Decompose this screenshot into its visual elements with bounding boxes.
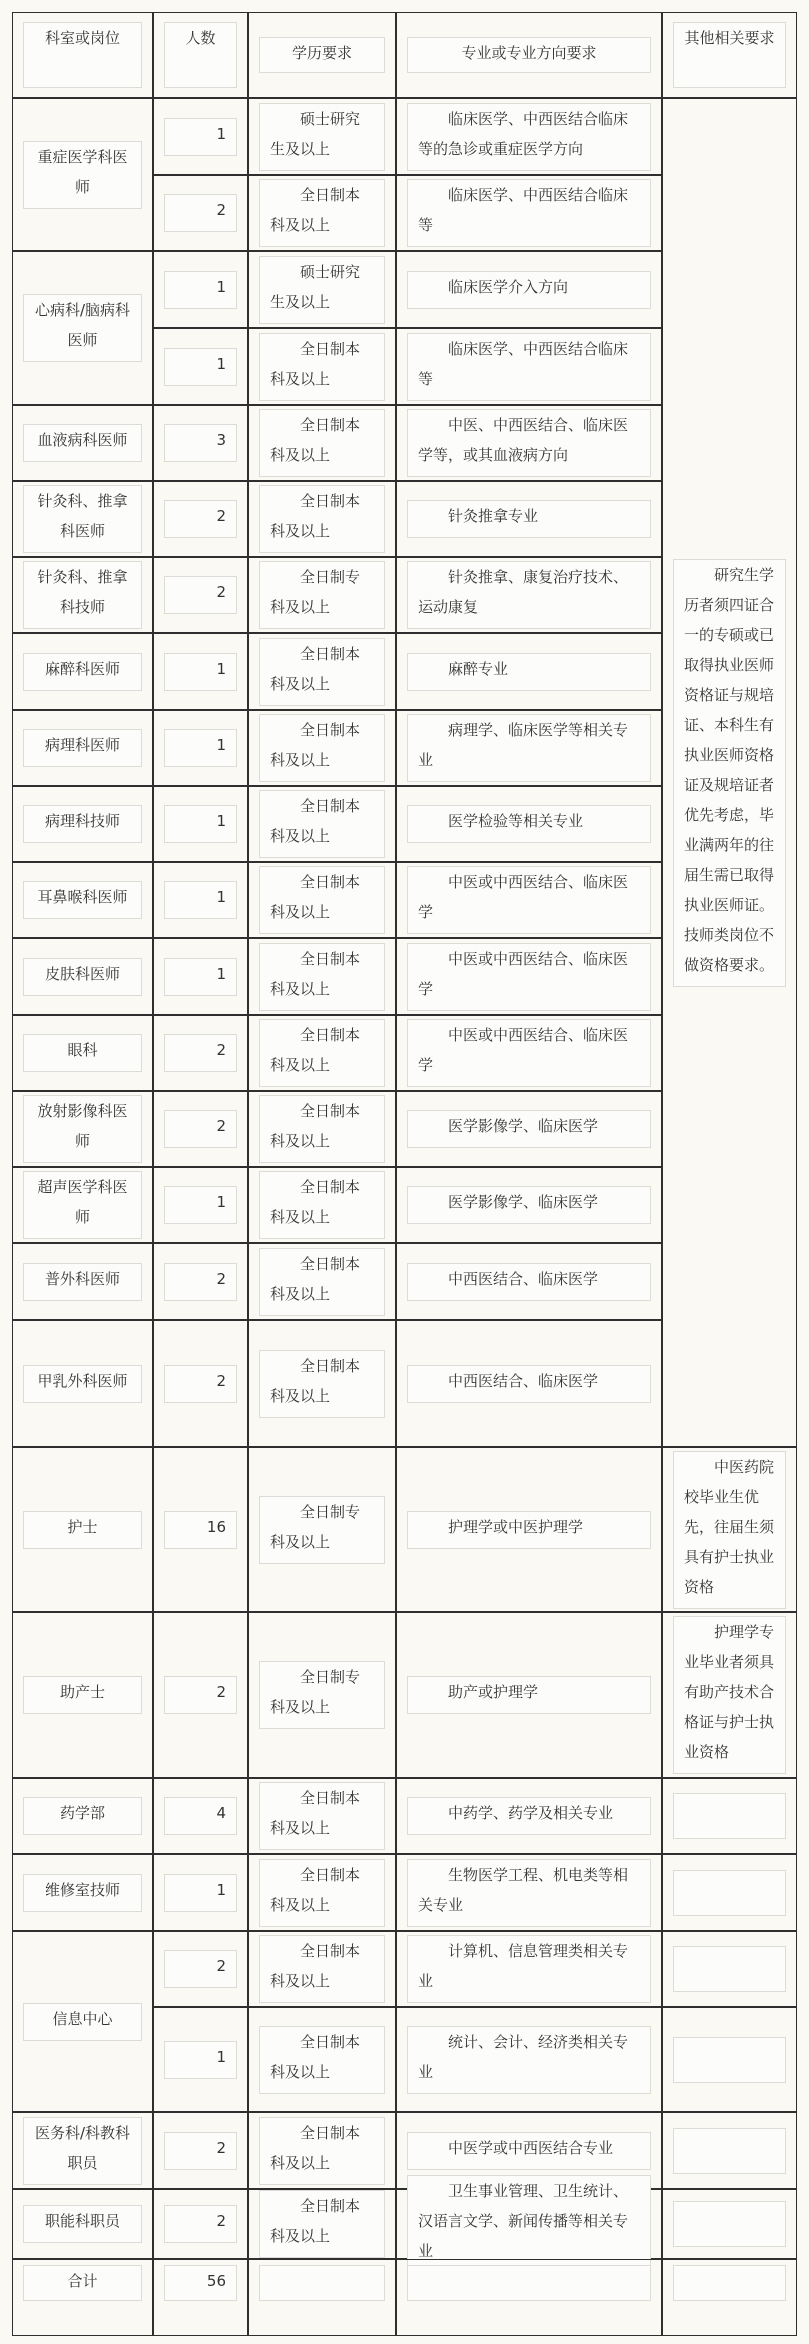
row-count-value: 2 (164, 1110, 237, 1148)
row-major-value: 生物医学工程、机电类等相关专业 (407, 1859, 651, 1927)
row-count-value: 1 (164, 729, 237, 767)
row-count-value: 2 (164, 1365, 237, 1403)
row-major-value: 中医学或中西医结合专业 (407, 2132, 651, 2170)
row-edu-value: 全日制本科及以上 (259, 1095, 385, 1163)
row-major-value: 中医或中西医结合、临床医学 (407, 866, 651, 934)
row-major-value: 针灸推拿、康复治疗技术、运动康复 (407, 561, 651, 629)
row-dept-label: 医务科/科教科职员 (23, 2117, 142, 2185)
row-dept-label: 心病科/脑病科医师 (23, 294, 142, 362)
row-dept-label: 耳鼻喉科医师 (23, 881, 142, 919)
row-major-value: 医学影像学、临床医学 (407, 1110, 651, 1148)
row-dept-label: 普外科医师 (23, 1263, 142, 1301)
row-edu-value: 全日制本科及以上 (259, 179, 385, 247)
row-edu-value: 全日制本科及以上 (259, 714, 385, 782)
row-count-value: 1 (164, 653, 237, 691)
row-dept-label: 麻醉科医师 (23, 653, 142, 691)
header-dept-label: 科室或岗位 (23, 22, 142, 88)
row-count-value: 1 (164, 271, 237, 309)
row-major-value: 计算机、信息管理类相关专业 (407, 1935, 651, 2003)
row-count-value: 2 (164, 1676, 237, 1714)
row-dept-label: 病理科技师 (23, 805, 142, 843)
row-count-value: 2 (164, 500, 237, 538)
row-edu-value: 全日制本科及以上 (259, 485, 385, 553)
row-count-value: 2 (164, 1950, 237, 1988)
row-edu-value: 全日制本科及以上 (259, 866, 385, 934)
row-major-value: 麻醉专业 (407, 653, 651, 691)
row-major-value: 临床医学介入方向 (407, 271, 651, 309)
row-dept-label: 血液病科医师 (23, 424, 142, 462)
row-count-value: 2 (164, 194, 237, 232)
row-edu-value: 全日制本科及以上 (259, 2190, 385, 2258)
row-dept-label: 助产士 (23, 1676, 142, 1714)
row-count-value: 1 (164, 1186, 237, 1224)
row-major-value: 中西医结合、临床医学 (407, 1365, 651, 1403)
row-major-value: 针灸推拿专业 (407, 500, 651, 538)
row-edu-value: 全日制本科及以上 (259, 638, 385, 706)
row-other-value: 护理学专业毕业者须具有助产技术合格证与护士执业资格 (673, 1616, 786, 1774)
row-other-value (673, 1870, 786, 1916)
row-major-value: 中医、中西医结合、临床医学等，或其血液病方向 (407, 409, 651, 477)
row-edu-value: 硕士研究生及以上 (259, 256, 385, 324)
row-major-value: 统计、会计、经济类相关专业 (407, 2026, 651, 2094)
row-dept-label: 针灸科、推拿科医师 (23, 485, 142, 553)
row-dept-label: 信息中心 (23, 2003, 142, 2041)
row-major-value: 医学影像学、临床医学 (407, 1186, 651, 1224)
row-major-value: 中西医结合、临床医学 (407, 1263, 651, 1301)
row-edu-value: 全日制本科及以上 (259, 790, 385, 858)
row-count-value: 1 (164, 958, 237, 996)
row-other-value (673, 1946, 786, 1992)
row-edu-value: 全日制专科及以上 (259, 1661, 385, 1729)
header-major-label: 专业或专业方向要求 (407, 37, 651, 73)
row-count-value: 16 (164, 1511, 237, 1549)
row-edu-value: 全日制本科及以上 (259, 1782, 385, 1850)
shared-note-text: 研究生学历者须四证合一的专硕或已取得执业医师资格证与规培证、本科生有执业医师资格证及规培证者优先考虑，毕业满两年的往届生需已取得执业医师证。技师类岗位不做资格要求。 (673, 559, 786, 987)
row-major-value: 助产或护理学 (407, 1676, 651, 1714)
row-dept-label: 皮肤科医师 (23, 958, 142, 996)
row-edu-value: 全日制本科及以上 (259, 1935, 385, 2003)
row-dept-label: 病理科医师 (23, 729, 142, 767)
header-count-label: 人数 (164, 22, 237, 88)
row-count-value: 2 (164, 2205, 237, 2243)
row-edu-value: 全日制本科及以上 (259, 1019, 385, 1087)
row-count-value: 2 (164, 2132, 237, 2170)
row-count-value: 1 (164, 118, 237, 156)
row-count-value: 1 (164, 805, 237, 843)
row-count-value: 1 (164, 881, 237, 919)
row-count-value: 1 (164, 1874, 237, 1912)
row-count-value: 2 (164, 1263, 237, 1301)
row-count-value: 2 (164, 1034, 237, 1072)
row-major-value: 医学检验等相关专业 (407, 805, 651, 843)
row-major-value: 卫生事业管理、卫生统计、汉语言文学、新闻传播等相关专业 (407, 2175, 651, 2273)
total-empty-box (407, 2265, 651, 2301)
row-edu-value: 全日制本科及以上 (259, 1171, 385, 1239)
row-edu-value: 全日制本科及以上 (259, 1350, 385, 1418)
header-other-label: 其他相关要求 (673, 22, 786, 88)
row-major-value: 护理学或中医护理学 (407, 1511, 651, 1549)
row-edu-value: 硕士研究生及以上 (259, 103, 385, 171)
row-edu-value: 全日制本科及以上 (259, 1248, 385, 1316)
row-count-value: 1 (164, 348, 237, 386)
header-edu-label: 学历要求 (259, 37, 385, 73)
row-dept-label: 重症医学科医师 (23, 141, 142, 209)
row-major-value: 中药学、药学及相关专业 (407, 1797, 651, 1835)
row-major-value: 临床医学、中西医结合临床等 (407, 179, 651, 247)
row-major-value: 中医或中西医结合、临床医学 (407, 1019, 651, 1087)
row-major-value: 中医或中西医结合、临床医学 (407, 943, 651, 1011)
row-edu-value: 全日制本科及以上 (259, 333, 385, 401)
row-count-value: 4 (164, 1797, 237, 1835)
row-dept-label: 超声医学科医师 (23, 1171, 142, 1239)
row-edu-value: 全日制本科及以上 (259, 409, 385, 477)
row-count-value: 2 (164, 576, 237, 614)
row-dept-label: 眼科 (23, 1034, 142, 1072)
row-dept-label: 针灸科、推拿科技师 (23, 561, 142, 629)
row-other-value (673, 2037, 786, 2083)
total-empty-box (259, 2265, 385, 2301)
row-dept-label: 甲乳外科医师 (23, 1365, 142, 1403)
total-label: 合计 (23, 2265, 142, 2301)
row-edu-value: 全日制本科及以上 (259, 943, 385, 1011)
row-edu-value: 全日制本科及以上 (259, 2026, 385, 2094)
row-edu-value: 全日制专科及以上 (259, 1496, 385, 1564)
row-major-value: 病理学、临床医学等相关专业 (407, 714, 651, 782)
row-edu-value: 全日制本科及以上 (259, 1859, 385, 1927)
row-edu-value: 全日制本科及以上 (259, 2117, 385, 2185)
row-major-value: 临床医学、中西医结合临床等的急诊或重症医学方向 (407, 103, 651, 171)
row-other-value: 中医药院校毕业生优先，往届生须具有护士执业资格 (673, 1451, 786, 1609)
row-other-value (673, 2201, 786, 2247)
row-dept-label: 护士 (23, 1511, 142, 1549)
row-dept-label: 药学部 (23, 1797, 142, 1835)
row-major-value: 临床医学、中西医结合临床等 (407, 333, 651, 401)
row-count-value: 1 (164, 2041, 237, 2079)
total-empty-box (673, 2265, 786, 2301)
row-count-value: 3 (164, 424, 237, 462)
row-edu-value: 全日制专科及以上 (259, 561, 385, 629)
row-other-value (673, 1793, 786, 1839)
row-dept-label: 职能科职员 (23, 2205, 142, 2243)
row-other-value (673, 2128, 786, 2174)
row-dept-label: 放射影像科医师 (23, 1095, 142, 1163)
row-dept-label: 维修室技师 (23, 1874, 142, 1912)
total-count: 56 (164, 2265, 237, 2301)
